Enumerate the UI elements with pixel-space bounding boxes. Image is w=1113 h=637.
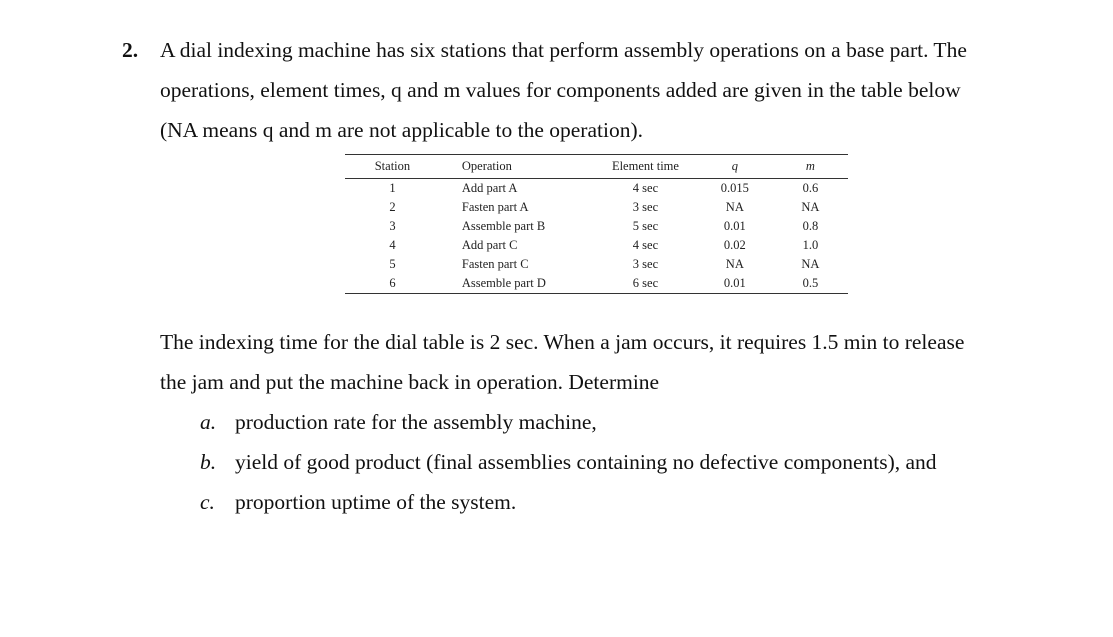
- table-row: [345, 217, 848, 236]
- header-element-time: Element time: [611, 159, 679, 173]
- intro-line: (NA means q and m are not applicable to the operation).: [160, 118, 643, 142]
- cell-m: 0.8: [802, 219, 819, 233]
- cell-station: 6: [389, 276, 396, 290]
- header-q: q: [731, 159, 738, 173]
- cell-q: NA: [725, 200, 744, 214]
- table-row: [345, 198, 848, 217]
- cell-q: 0.01: [723, 276, 746, 290]
- header-operation: Operation: [461, 159, 512, 173]
- cell-m: 0.5: [802, 276, 819, 290]
- cell-element-time: 4 sec: [632, 238, 659, 252]
- table-row: [345, 274, 848, 294]
- cell-station: 2: [389, 200, 396, 214]
- cell-operation: Add part A: [461, 181, 518, 195]
- cell-element-time: 5 sec: [632, 219, 659, 233]
- cell-q: 0.01: [723, 219, 746, 233]
- followup-paragraph: [160, 322, 1040, 402]
- header-m: m: [805, 159, 815, 173]
- cell-m: 1.0: [802, 238, 819, 252]
- operations-table: [345, 154, 848, 294]
- table-row: [345, 236, 848, 255]
- question-text: yield of good product (final assemblies containing no defective components), and: [235, 450, 937, 474]
- question-text: production rate for the assembly machine,: [235, 410, 597, 434]
- question-label: c.: [200, 490, 215, 514]
- cell-station: 3: [389, 219, 396, 233]
- problem-number: 2.: [122, 38, 139, 62]
- question-label: b.: [200, 450, 217, 474]
- cell-operation: Fasten part C: [461, 257, 529, 271]
- cell-element-time: 4 sec: [632, 181, 659, 195]
- cell-element-time: 3 sec: [632, 200, 659, 214]
- cell-q: 0.02: [723, 238, 746, 252]
- followup-line: The indexing time for the dial table is 2 sec. When a jam occurs, it requires 1.5 min to release: [160, 330, 965, 354]
- cell-element-time: 3 sec: [632, 257, 659, 271]
- followup-line: the jam and put the machine back in operation. Determine: [160, 370, 660, 394]
- cell-m: 0.6: [802, 181, 819, 195]
- table-row: [345, 179, 848, 199]
- cell-station: 4: [389, 238, 396, 252]
- question-label: a.: [200, 410, 217, 434]
- intro-paragraph: [160, 30, 1040, 150]
- cell-m: NA: [801, 257, 820, 271]
- cell-operation: Fasten part A: [461, 200, 529, 214]
- table-row: [345, 255, 848, 274]
- cell-operation: Assemble part B: [461, 219, 546, 233]
- cell-element-time: 6 sec: [632, 276, 659, 290]
- cell-q: NA: [725, 257, 744, 271]
- cell-operation: Assemble part D: [461, 276, 546, 290]
- cell-operation: Add part C: [461, 238, 518, 252]
- intro-line: operations, element times, q and m values for components added are given in the table below: [160, 78, 961, 102]
- cell-q: 0.015: [720, 181, 749, 195]
- question-text: proportion uptime of the system.: [235, 490, 517, 514]
- cell-station: 1: [389, 181, 396, 195]
- table-header-row: [345, 155, 848, 179]
- intro-line: A dial indexing machine has six stations that perform assembly operations on a base part. The: [160, 38, 967, 62]
- header-station: Station: [374, 159, 411, 173]
- cell-station: 5: [389, 257, 396, 271]
- cell-m: NA: [801, 200, 820, 214]
